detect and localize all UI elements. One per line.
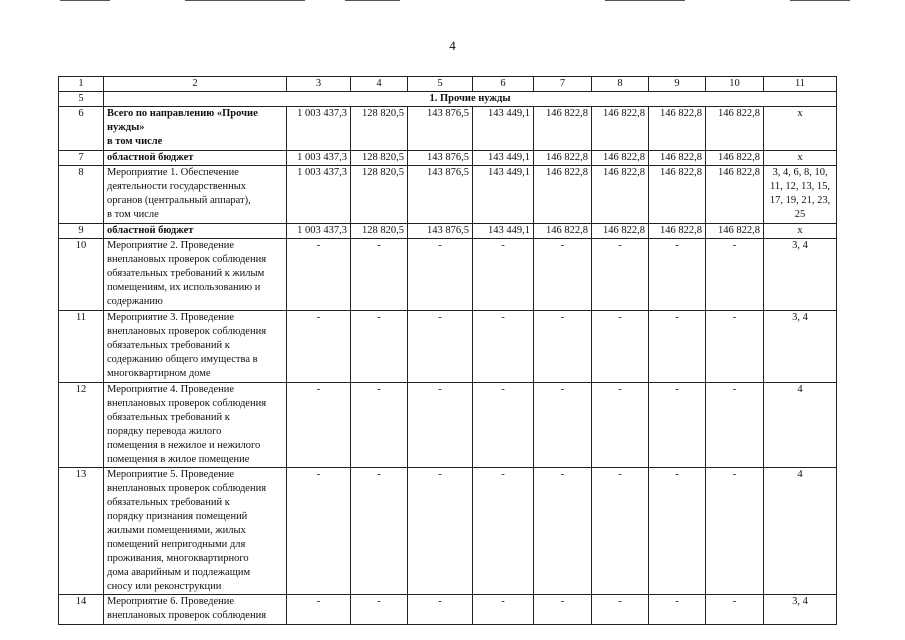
row-label-line: органов (центральный аппарат), [107, 195, 251, 206]
row-number: 7 [59, 151, 104, 166]
value-cell: - [287, 311, 351, 383]
value-cell: - [649, 311, 706, 383]
value-cell: - [592, 239, 649, 311]
table-row [59, 151, 837, 166]
row-label-line: содержанию [107, 296, 163, 307]
row-label [104, 311, 287, 383]
row-label-line: областной бюджет [107, 225, 194, 236]
value-cell: - [351, 239, 408, 311]
reference-cell [764, 224, 837, 239]
table-row [59, 239, 837, 311]
value-cell: - [706, 595, 764, 625]
value-cell: - [592, 311, 649, 383]
row-label-line: обязательных требований к [107, 340, 230, 351]
row-label [104, 224, 287, 239]
value-cell: 146 822,8 [706, 151, 764, 166]
value-cell: 1 003 437,3 [287, 107, 351, 151]
row-label-line: помещения в жилое помещение [107, 454, 250, 465]
row-label [104, 166, 287, 224]
scan-edge-line [605, 0, 685, 1]
value-cell: 146 822,8 [649, 166, 706, 224]
value-cell: - [649, 468, 706, 595]
value-cell: - [649, 595, 706, 625]
row-label-line: обязательных требований к жилым [107, 268, 265, 279]
value-cell: 146 822,8 [592, 224, 649, 239]
reference-cell-line: 3, 4 [792, 240, 808, 251]
row-number: 6 [59, 107, 104, 151]
value-cell: - [649, 383, 706, 468]
row-label-line: нужды» [107, 122, 145, 133]
value-cell: 146 822,8 [534, 224, 592, 239]
row-label-line: помещений непригодными для [107, 539, 246, 550]
value-cell: 143 876,5 [408, 151, 473, 166]
row-number: 11 [59, 311, 104, 383]
reference-cell-line: x [797, 152, 803, 163]
reference-cell [764, 166, 837, 224]
value-cell: - [534, 383, 592, 468]
row-label-line: содержанию общего имущества в [107, 354, 258, 365]
row-label [104, 468, 287, 595]
row-label-line: внеплановых проверок соблюдения [107, 326, 267, 337]
value-cell: - [706, 311, 764, 383]
value-cell: - [534, 239, 592, 311]
row-label-line: помещения в нежилое и нежилого [107, 440, 261, 451]
row-label-line: Мероприятие 4. Проведение [107, 384, 235, 395]
row-label [104, 383, 287, 468]
value-cell: - [287, 468, 351, 595]
reference-cell [764, 383, 837, 468]
column-header: 3 [287, 77, 351, 92]
value-cell: 143 449,1 [473, 224, 534, 239]
row-label-line: внеплановых проверок соблюдения [107, 254, 267, 265]
table-row [59, 166, 837, 224]
column-header: 4 [351, 77, 408, 92]
value-cell: - [473, 383, 534, 468]
value-cell: 146 822,8 [649, 224, 706, 239]
reference-cell-line: 4 [797, 469, 803, 480]
value-cell: - [473, 595, 534, 625]
value-cell: - [351, 383, 408, 468]
row-label-line: помещениям, их использованию и [107, 282, 261, 293]
value-cell: - [473, 311, 534, 383]
value-cell: 143 876,5 [408, 224, 473, 239]
column-header: 2 [104, 77, 287, 92]
section-title: 1. Прочие нужды [104, 92, 837, 107]
scan-edge-line [790, 0, 850, 1]
value-cell: - [592, 468, 649, 595]
value-cell: 128 820,5 [351, 107, 408, 151]
scan-edge-line [185, 0, 305, 1]
row-label-line: областной бюджет [107, 152, 194, 163]
reference-cell [764, 468, 837, 595]
column-header: 11 [764, 77, 837, 92]
value-cell: 143 449,1 [473, 166, 534, 224]
reference-cell-line: 3, 4, 6, 8, 10, [772, 167, 828, 178]
row-number: 5 [59, 92, 104, 107]
scan-edge-line [60, 0, 110, 1]
row-number: 14 [59, 595, 104, 625]
value-cell: 1 003 437,3 [287, 151, 351, 166]
budget-table [58, 76, 837, 625]
row-label-line: в том числе [107, 209, 159, 220]
value-cell: 146 822,8 [534, 151, 592, 166]
value-cell: - [706, 239, 764, 311]
value-cell: 146 822,8 [592, 151, 649, 166]
value-cell: - [287, 383, 351, 468]
column-header: 5 [408, 77, 473, 92]
value-cell: 146 822,8 [649, 107, 706, 151]
value-cell: - [706, 383, 764, 468]
value-cell: 146 822,8 [592, 166, 649, 224]
row-label-line: дома аварийным и подлежащим [107, 567, 251, 578]
column-header: 8 [592, 77, 649, 92]
value-cell: - [351, 595, 408, 625]
value-cell: 146 822,8 [534, 166, 592, 224]
value-cell: - [534, 311, 592, 383]
value-cell: - [649, 239, 706, 311]
scan-edge-line [345, 0, 400, 1]
page-number: 4 [449, 38, 456, 53]
table-row [59, 107, 837, 151]
row-number: 10 [59, 239, 104, 311]
row-label-line: деятельности государственных [107, 181, 247, 192]
value-cell: 146 822,8 [592, 107, 649, 151]
value-cell: - [706, 468, 764, 595]
row-label-line: обязательных требований к [107, 412, 230, 423]
value-cell: 146 822,8 [534, 107, 592, 151]
row-label [104, 239, 287, 311]
row-label-line: обязательных требований к [107, 497, 230, 508]
row-label-line: многоквартирном доме [107, 368, 211, 379]
value-cell: - [534, 595, 592, 625]
value-cell: - [408, 311, 473, 383]
reference-cell [764, 311, 837, 383]
row-label [104, 151, 287, 166]
value-cell: - [408, 383, 473, 468]
table-row [59, 595, 837, 625]
value-cell: 143 876,5 [408, 166, 473, 224]
table-row [59, 468, 837, 595]
row-number: 13 [59, 468, 104, 595]
column-header: 1 [59, 77, 104, 92]
row-number: 9 [59, 224, 104, 239]
reference-cell [764, 239, 837, 311]
column-header: 10 [706, 77, 764, 92]
value-cell: - [473, 239, 534, 311]
row-label-line: Мероприятие 5. Проведение [107, 469, 235, 480]
row-label-line: в том числе [107, 136, 163, 147]
value-cell: - [408, 239, 473, 311]
row-label-line: жилыми помещениями, жилых [107, 525, 246, 536]
reference-cell-line: 11, 12, 13, 15, [770, 181, 830, 192]
value-cell: - [534, 468, 592, 595]
value-cell: 146 822,8 [706, 224, 764, 239]
row-label-line: внеплановых проверок соблюдения [107, 398, 267, 409]
value-cell: - [408, 468, 473, 595]
value-cell: 1 003 437,3 [287, 166, 351, 224]
value-cell: 1 003 437,3 [287, 224, 351, 239]
value-cell: - [287, 595, 351, 625]
reference-cell-line: 25 [794, 209, 806, 220]
value-cell: 146 822,8 [706, 107, 764, 151]
column-header: 9 [649, 77, 706, 92]
value-cell: - [408, 595, 473, 625]
header-row [59, 77, 837, 92]
value-cell: 143 876,5 [408, 107, 473, 151]
row-number: 8 [59, 166, 104, 224]
reference-cell-line: x [797, 225, 803, 236]
row-label-line: внеплановых проверок соблюдения [107, 483, 267, 494]
row-number: 12 [59, 383, 104, 468]
value-cell: 146 822,8 [706, 166, 764, 224]
section-row [59, 92, 837, 107]
row-label-line: Всего по направлению «Прочие [107, 108, 258, 119]
row-label-line: Мероприятие 3. Проведение [107, 312, 235, 323]
value-cell: - [473, 468, 534, 595]
reference-cell [764, 107, 837, 151]
row-label-line: Мероприятие 6. Проведение [107, 596, 235, 607]
row-label-line: порядку перевода жилого [107, 426, 222, 437]
value-cell: - [287, 239, 351, 311]
table-row [59, 383, 837, 468]
table-row [59, 311, 837, 383]
column-header: 7 [534, 77, 592, 92]
row-label-line: порядку признания помещений [107, 511, 248, 522]
reference-cell-line: 17, 19, 21, 23, [769, 195, 831, 206]
reference-cell [764, 595, 837, 625]
value-cell: - [592, 383, 649, 468]
row-label [104, 107, 287, 151]
reference-cell-line: x [797, 108, 803, 119]
row-label [104, 595, 287, 625]
value-cell: - [351, 468, 408, 595]
row-label-line: Мероприятие 2. Проведение [107, 240, 235, 251]
value-cell: 143 449,1 [473, 151, 534, 166]
row-label-line: проживания, многоквартирного [107, 553, 249, 564]
reference-cell [764, 151, 837, 166]
reference-cell-line: 3, 4 [792, 312, 808, 323]
table-row [59, 224, 837, 239]
row-label-line: Мероприятие 1. Обеспечение [107, 167, 239, 178]
value-cell: 128 820,5 [351, 224, 408, 239]
reference-cell-line: 4 [797, 384, 803, 395]
row-label-line: сносу или реконструкции [107, 581, 222, 592]
value-cell: - [351, 311, 408, 383]
value-cell: 146 822,8 [649, 151, 706, 166]
value-cell: 128 820,5 [351, 151, 408, 166]
value-cell: 143 449,1 [473, 107, 534, 151]
value-cell: 128 820,5 [351, 166, 408, 224]
column-header: 6 [473, 77, 534, 92]
reference-cell-line: 3, 4 [792, 596, 808, 607]
row-label-line: внеплановых проверок соблюдения [107, 610, 267, 621]
value-cell: - [592, 595, 649, 625]
